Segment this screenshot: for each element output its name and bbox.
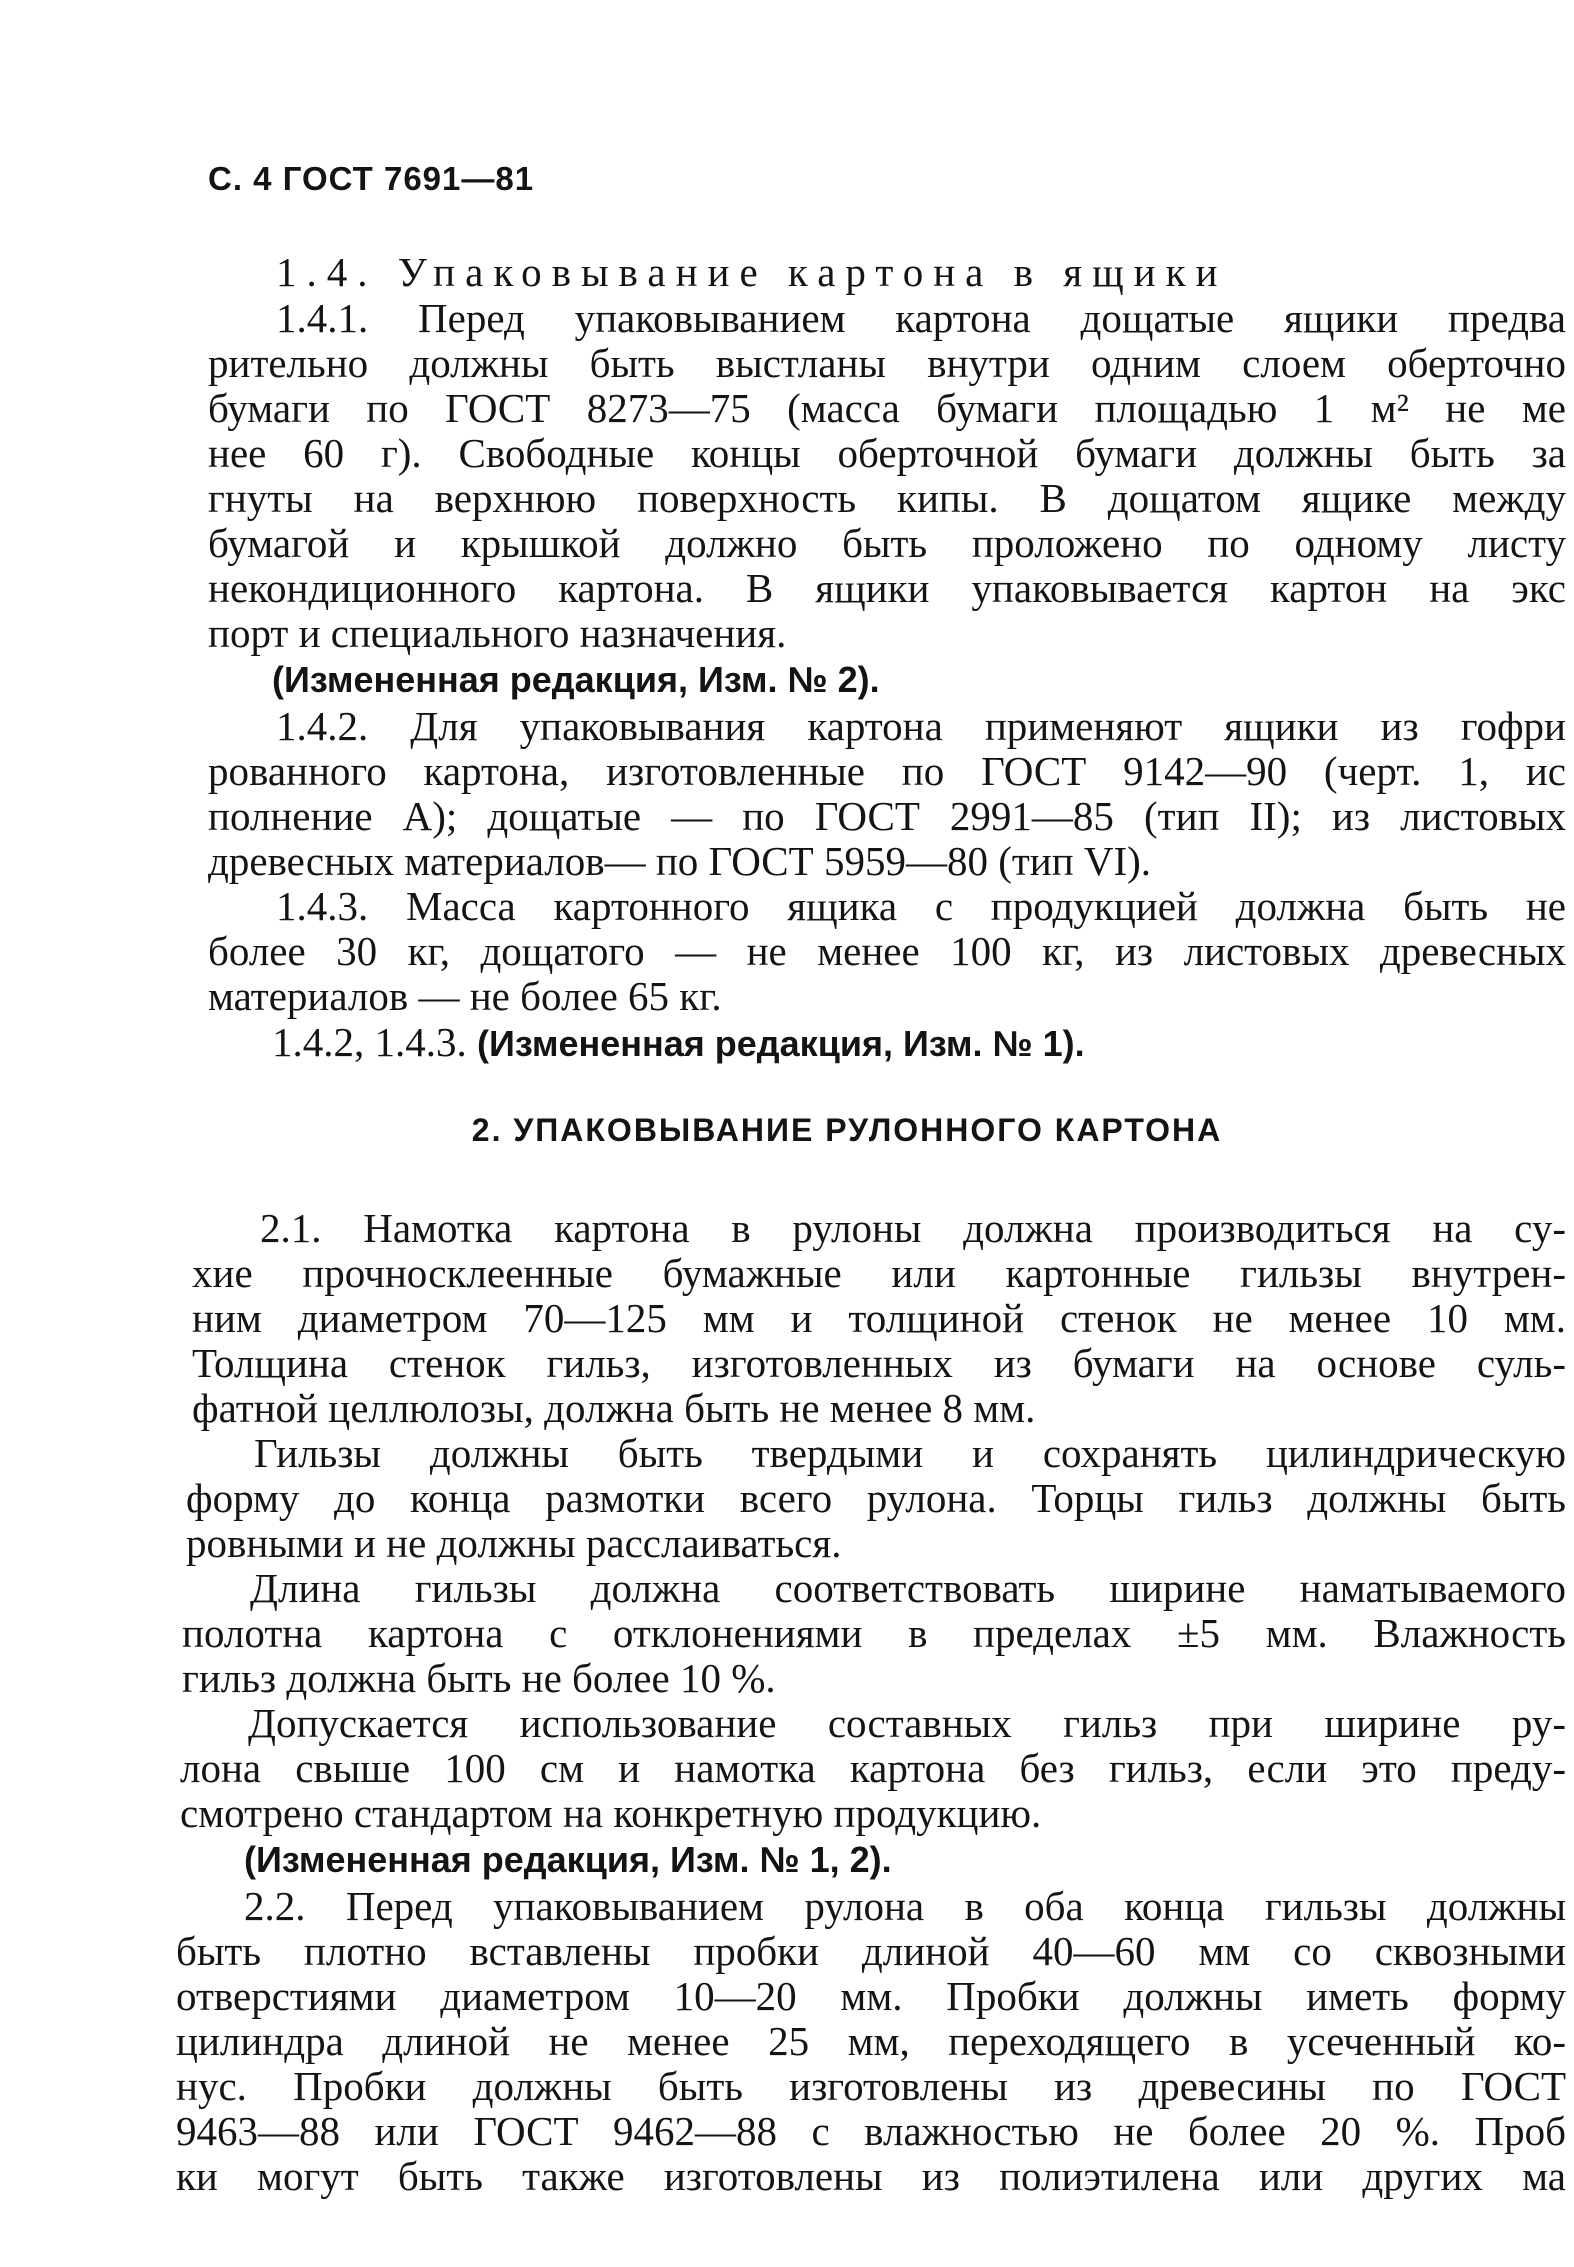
text-line: Толщина стенок гильз, изготовленных из бумаги на основе суль- <box>192 1340 1566 1386</box>
text-line: фатной целлюлозы, должна быть не менее 8 мм. <box>192 1385 1036 1431</box>
text-line: полнение А); дощатые — по ГОСТ 2991—85 (тип II); из листовых <box>208 793 1566 839</box>
text-line: быть плотно вставлены пробки длиной 40—60 мм со сквозными <box>176 1928 1566 1974</box>
text-line: материалов — не более 65 кг. <box>208 973 722 1019</box>
text-line: бумаги по ГОСТ 8273—75 (масса бумаги площадью 1 м² не ме <box>208 385 1566 431</box>
text-line: Длина гильзы должна соответствовать ширине наматываемого <box>250 1565 1566 1611</box>
text-line: 1.4.2. Для упаковывания картона применяют ящики из гофри <box>276 703 1566 749</box>
amendment-note: (Измененная редакция, Изм. № 1). <box>477 1023 1085 1064</box>
text-line: нус. Пробки должны быть изготовлены из древесины по ГОСТ <box>176 2063 1566 2109</box>
text-line: рительно должны быть выстланы внутри одним слоем оберточно <box>208 340 1566 386</box>
page-header: С. 4 ГОСТ 7691—81 <box>208 160 535 197</box>
text-line: цилиндра длиной не менее 25 мм, переходящего в усеченный ко- <box>176 2018 1566 2064</box>
section-title-2: 2. УПАКОВЫВАНИЕ РУЛОННОГО КАРТОНА <box>471 1112 1223 1148</box>
text-line: ним диаметром 70—125 мм и толщиной стенок не менее 10 мм. <box>192 1295 1566 1341</box>
text-line: нее 60 г). Свободные концы оберточной бумаги должны быть за <box>208 430 1566 476</box>
text-line: более 30 кг, дощатого — не менее 100 кг, из листовых древесных <box>208 928 1566 974</box>
text-line: бумагой и крышкой должно быть проложено по одному листу <box>208 520 1566 566</box>
text-line: гнуты на верхнюю поверхность кипы. В дощатом ящике между <box>208 475 1566 521</box>
text-line: смотрено стандартом на конкретную продукцию. <box>180 1790 1042 1836</box>
amendment-note-line <box>272 1020 1085 1066</box>
text-line: 2.2. Перед упаковыванием рулона в оба конца гильзы должны <box>244 1883 1566 1929</box>
text-line: некондиционного картона. В ящики упаковывается картон на экс <box>208 565 1566 611</box>
text-line: полотна картона с отклонениями в пределах ±5 мм. Влажность <box>182 1610 1566 1656</box>
amendment-note: (Измененная редакция, Изм. № 1, 2). <box>244 1839 892 1880</box>
text-line: отверстиями диаметром 10—20 мм. Пробки должны иметь форму <box>176 1973 1566 2019</box>
section-heading-1-4: 1.4. Упаковывание картона в ящики <box>276 249 1228 295</box>
text-line: 9463—88 или ГОСТ 9462—88 с влажностью не более 20 %. Проб <box>176 2108 1566 2154</box>
text-line: 1.4.1. Перед упаковыванием картона дощатые ящики предва <box>276 295 1566 341</box>
amendment-ref: 1.4.2, 1.4.3. <box>272 1019 477 1065</box>
text-line: хие прочносклеенные бумажные или картонные гильзы внутрен- <box>192 1250 1566 1296</box>
text-line: порт и специального назначения. <box>208 610 787 656</box>
text-line: лона свыше 100 см и намотка картона без гильз, если это преду- <box>180 1745 1566 1791</box>
text-line: древесных материалов— по ГОСТ 5959—80 (тип VI). <box>208 838 1152 884</box>
text-line: Допускается использование составных гильз при ширине ру- <box>248 1700 1566 1746</box>
text-line: гильз должна быть не более 10 %. <box>182 1655 776 1701</box>
text-line: форму до конца размотки всего рулона. Торцы гильз должны быть <box>186 1475 1566 1521</box>
text-line: 1.4.3. Масса картонного ящика с продукцией должна быть не <box>276 883 1566 929</box>
text-line: рованного картона, изготовленные по ГОСТ 9142—90 (черт. 1, ис <box>208 748 1566 794</box>
text-line: ки могут быть также изготовлены из полиэтилена или других ма <box>176 2153 1566 2199</box>
amendment-note: (Измененная редакция, Изм. № 2). <box>272 659 880 700</box>
text-line: ровными и не должны расслаиваться. <box>186 1520 842 1566</box>
text-line: Гильзы должны быть твердыми и сохранять цилиндрическую <box>254 1430 1566 1476</box>
text-line: 2.1. Намотка картона в рулоны должна производиться на су- <box>260 1205 1566 1251</box>
